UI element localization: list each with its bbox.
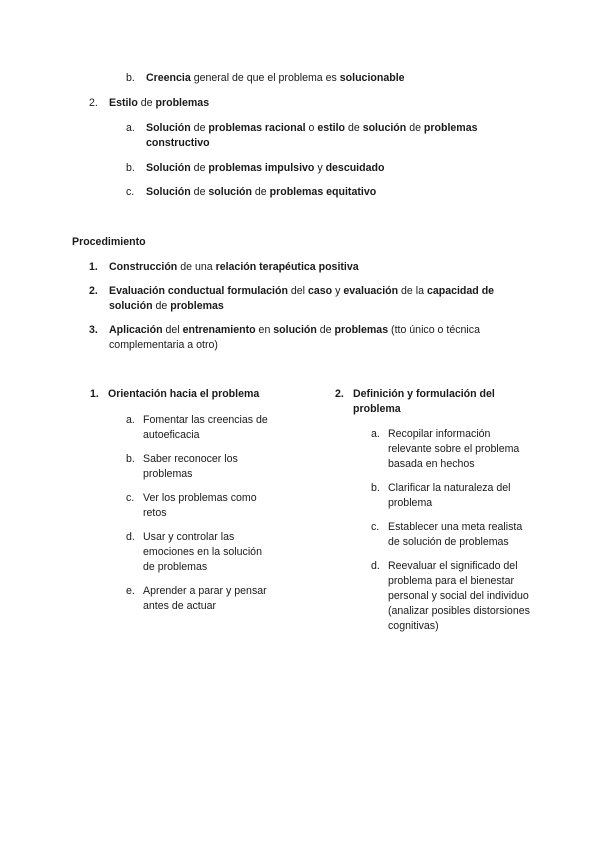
bold-run: problemas constructivo — [146, 122, 478, 149]
column-title: Definición y formulación del problema — [353, 388, 495, 415]
sub-list-item-text: Fomentar las creencias de autoeficacia — [143, 414, 268, 441]
list-item-text — [146, 185, 526, 200]
list-item-text — [146, 121, 502, 151]
list-item-text — [109, 96, 489, 111]
bold-run: Solución — [146, 162, 191, 174]
list-marker: 2. — [89, 97, 98, 109]
text-run: o — [305, 122, 318, 134]
bold-run: evaluación — [343, 285, 399, 297]
list-marker: d. — [126, 531, 135, 543]
column-definicion — [335, 387, 535, 634]
column-heading — [90, 387, 290, 402]
list-marker: 1. — [89, 261, 98, 273]
text-run: en — [255, 324, 274, 336]
bold-run: solución — [362, 122, 407, 134]
text-run: del — [287, 285, 308, 297]
sub-list-item — [371, 481, 535, 511]
bold-run: Creencia — [146, 72, 191, 84]
bold-run: problemas equitativo — [269, 186, 377, 198]
sub-list-item — [126, 584, 270, 614]
text-run: general de que el problema es — [190, 72, 340, 84]
list-item-text — [109, 323, 519, 353]
text-run: (tto único o técnica complementaria a otro) — [109, 324, 480, 351]
sub-list-item-text: Reevaluar el significado del problema para el bienestar personal y social del individuo (analizar posibles distorsiones cognitivas) — [388, 560, 530, 632]
sub-list-item — [126, 413, 270, 443]
bold-run: solución — [273, 324, 317, 336]
procedure-item-evaluacion — [89, 284, 519, 314]
list-marker: b. — [126, 162, 135, 174]
sub-list-item-text: Aprender a parar y pensar antes de actuar — [143, 585, 267, 612]
bold-run: problemas — [155, 97, 210, 109]
sub-list-item — [126, 491, 270, 521]
bold-run: entrenamiento — [182, 324, 256, 336]
bold-run: problemas racional — [208, 122, 306, 134]
list-marker: a. — [126, 414, 135, 426]
text-run: de — [251, 186, 270, 198]
list-marker: 2. — [335, 388, 344, 400]
section-title-procedimiento: Procedimiento — [72, 236, 146, 248]
sub-list — [126, 413, 270, 614]
sub-list-item-text: Recopilar información relevante sobre el problema basada en hechos — [388, 428, 520, 470]
list-marker: 1. — [90, 388, 99, 400]
sub-list-item-text: Clarificar la naturaleza del problema — [388, 482, 511, 509]
text-run: de — [152, 300, 171, 312]
column-orientacion — [90, 387, 290, 614]
sub-list-item — [126, 530, 270, 575]
procedure-item-aplicacion — [89, 323, 519, 353]
text-run: de la — [398, 285, 427, 297]
text-run: de — [137, 97, 156, 109]
bold-run: Construcción — [109, 261, 178, 273]
bold-run: estilo — [317, 122, 346, 134]
text-run: y — [332, 285, 344, 297]
text-run: de — [316, 324, 335, 336]
text-run: de — [190, 162, 209, 174]
list-marker: 3. — [89, 324, 98, 336]
list-item-solucion-racional — [126, 121, 502, 151]
text-run: de — [406, 122, 424, 134]
list-item-estilo — [89, 96, 489, 111]
bold-run: Solución — [146, 186, 191, 198]
bold-run: solucionable — [339, 72, 405, 84]
list-marker: b. — [126, 72, 135, 84]
sub-list-item-text: Establecer una meta realista de solución de problemas — [388, 521, 523, 548]
text-run: de — [190, 186, 209, 198]
bold-run: Aplicación — [109, 324, 163, 336]
column-title: Orientación hacia el problema — [108, 388, 260, 400]
bold-run: solución — [208, 186, 252, 198]
bold-run: relación terapéutica positiva — [215, 261, 359, 273]
list-marker: d. — [371, 560, 380, 572]
bold-run: descuidado — [325, 162, 385, 174]
list-marker: b. — [371, 482, 380, 494]
column-heading — [335, 387, 535, 417]
text-run: y — [314, 162, 326, 174]
text-run: de una — [177, 261, 216, 273]
list-item-text — [109, 284, 519, 314]
bold-run: problemas impulsivo — [208, 162, 315, 174]
procedure-item-construccion — [89, 260, 519, 275]
sub-list-item-text: Saber reconocer los problemas — [143, 453, 238, 480]
list-item-text — [146, 71, 526, 86]
sub-list-item — [371, 427, 535, 472]
list-item-solucion-impulsivo — [126, 161, 526, 176]
list-marker: 2. — [89, 285, 98, 297]
bold-run: Evaluación conductual formulación — [109, 285, 288, 297]
sub-list-item — [126, 452, 270, 482]
list-item-creencia — [126, 71, 526, 86]
bold-run: problemas — [334, 324, 389, 336]
sub-list — [371, 427, 535, 634]
list-marker: c. — [371, 521, 380, 533]
text-run: del — [162, 324, 183, 336]
bold-run: caso — [307, 285, 333, 297]
sub-list-item — [371, 559, 535, 634]
list-item-text — [109, 260, 519, 275]
bold-run: Estilo — [109, 97, 138, 109]
bold-run: capacidad de solución — [109, 285, 495, 312]
sub-list-item-text: Ver los problemas como retos — [143, 492, 257, 519]
list-marker: a. — [371, 428, 380, 440]
list-marker: a. — [126, 122, 135, 134]
bold-run: Solución — [146, 122, 191, 134]
sub-list-item-text: Usar y controlar las emociones en la solución de problemas — [143, 531, 262, 573]
list-item-text — [146, 161, 526, 176]
list-marker: c. — [126, 492, 135, 504]
list-marker: c. — [126, 186, 135, 198]
text-run: de — [345, 122, 363, 134]
text-run: de — [190, 122, 209, 134]
list-item-solucion-equitativo — [126, 185, 526, 200]
bold-run: problemas — [170, 300, 224, 312]
list-marker: e. — [126, 585, 135, 597]
list-marker: b. — [126, 453, 135, 465]
sub-list-item — [371, 520, 535, 550]
